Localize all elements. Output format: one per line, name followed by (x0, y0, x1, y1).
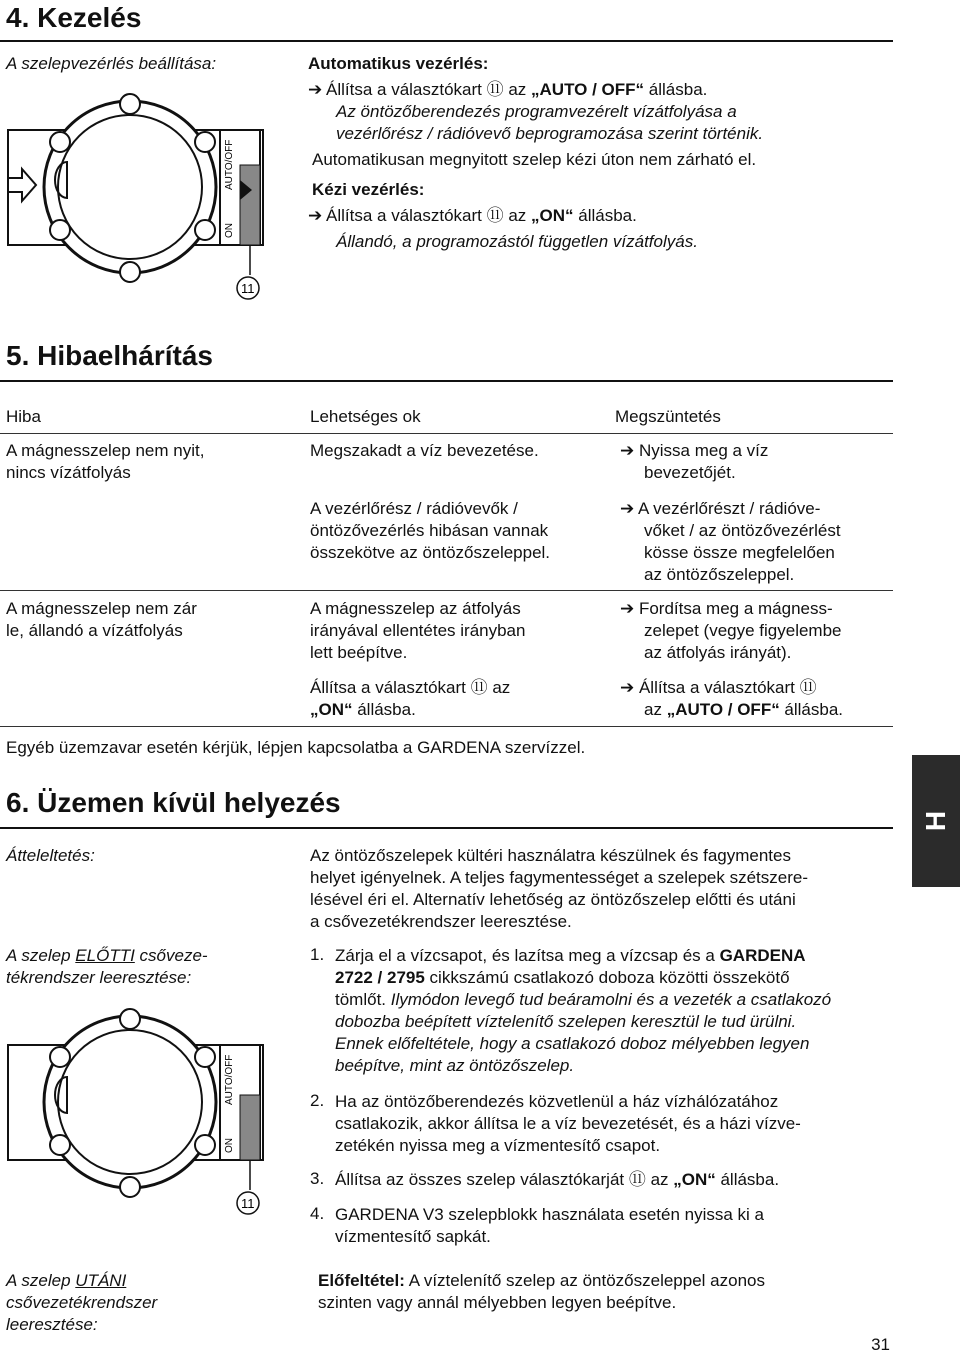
page-number: 31 (871, 1335, 890, 1354)
arrow-icon: ➔ (620, 599, 639, 618)
table-rule (0, 590, 893, 591)
svg-text:AUTO/OFF: AUTO/OFF (224, 1054, 235, 1105)
manual-heading: Kézi vezérlés: (312, 180, 425, 199)
section-4-title: 4. Kezelés (6, 2, 142, 33)
precondition: Előfeltétel: A víztelenítő szelep az öntözőszeleppel azonos szinten vagy annál mélyebben legyen beépítve. (318, 1271, 765, 1312)
label-before: A szelep ELŐTTI csőveze- tékrendszer leeresztése: (6, 946, 208, 987)
s5-footer: Egyéb üzemzavar esetén kérjük, lépjen kapcsolatba a GARDENA szervízzel. (6, 738, 586, 757)
step-1: Zárja el a vízcsapot, és lazítsa meg a vízcsap és a GARDENA 2722 / 2795 cikkszámú csatlakozó doboza közötti összekötő tömlőt. Ilymódon levegő tud beáramolni és a vezeték a csatlakozó dobozba beépített víztelenítő szelepen keresztül le tud ürülni. Ennek előfeltétele, hogy a csatlakozó doboz mélyebben legyen beépítve, mint az öntözőszelep. (335, 946, 832, 1075)
section-5-title: 5. Hibaelhárítás (6, 340, 213, 371)
auto-note-1: Az öntözőberendezés programvezérelt vízátfolyása a (336, 102, 737, 121)
svg-text:11: 11 (241, 281, 255, 296)
valve-diagram-icon (0, 1005, 290, 1220)
s4-content (308, 53, 868, 253)
fix-cell: ➔ A vezérlőrészt / rádióve- vőket / az öntözővezérlést kösse össze megfelelően az öntözőszeleppel. (620, 499, 841, 584)
table-rule (0, 433, 893, 434)
arrow-icon: ➔ (620, 499, 639, 518)
table-row: A mágnesszelep nem nyit, nincs vízátfolyás (6, 441, 205, 482)
section-rule (0, 827, 893, 829)
arrow-icon: ➔ (308, 206, 323, 225)
fix-cell: ➔ Állítsa a választókart ⑪ az „AUTO / OFF“ állásba. (620, 678, 844, 719)
arrow-icon: ➔ (620, 441, 639, 460)
table-row: A mágnesszelep nem zár le, állandó a vízátfolyás (6, 599, 197, 640)
auto-note-3: Automatikusan megnyitott szelep kézi úton nem zárható el. (312, 150, 757, 169)
cause-cell: A mágnesszelep az átfolyás irányával ellentétes irányban lett beépítve. (310, 599, 526, 662)
step-number: 2. (310, 1091, 325, 1110)
step-number: 1. (310, 945, 325, 964)
auto-heading: Automatikus vezérlés: (308, 54, 489, 73)
step-3: Állítsa az összes szelep választókarját ⑪ az „ON“ állásba. (335, 1170, 780, 1189)
col-header-ok: Lehetséges ok (310, 407, 421, 426)
step-number: 4. (310, 1204, 325, 1223)
auto-note-2: vezérlőrész / rádióvevő beprogramozása szerint történik. (336, 124, 764, 143)
label-after: A szelep UTÁNI csővezetékrendszer leeresztése: (6, 1271, 158, 1334)
winter-text: Az öntözőszelepek kültéri használatra készülnek és fagymentes helyet igényelnek. A teljes fagymentességet a szelepek szétszere- lésével éri el. Alternatív lehetőség az öntözőszelep előtti és utáni a csővezetékrendszer leeresztése. (310, 846, 809, 931)
step-4: GARDENA V3 szelepblokk használata esetén nyissa ki a vízmentesítő sapkát. (335, 1205, 765, 1246)
section-rule (0, 40, 893, 42)
valve-diagram-icon (0, 90, 290, 305)
fix-cell: ➔ Fordítsa meg a mágness- zelepet (vegye figyelembe az átfolyás irányát). (620, 599, 842, 662)
section-6-title: 6. Üzemen kívül helyezés (6, 787, 341, 818)
step-number: 3. (310, 1169, 325, 1188)
cause-cell: Állítsa a választókart ⑪ az „ON“ állásba. (310, 678, 511, 719)
arrow-icon: ➔ (308, 80, 323, 99)
s4-left-label: A szelepvezérlés beállítása: (6, 54, 217, 73)
svg-text:11: 11 (241, 1196, 255, 1211)
label-winter: Átteleltetés: (6, 846, 95, 865)
col-header-fix: Megszüntetés (615, 407, 721, 426)
arrow-icon: ➔ (620, 678, 639, 697)
cause-cell: A vezérlőrész / rádióvevők / öntözővezérlés hibásan vannak összekötve az öntözőszeleppel. (310, 499, 551, 562)
svg-text:ON: ON (224, 223, 235, 238)
manual-note: Állandó, a programozástól független vízátfolyás. (336, 232, 698, 251)
side-tab: H (912, 755, 960, 887)
fix-cell: ➔ Nyissa meg a víz bevezetőjét. (620, 441, 769, 482)
auto-step: ➔ Állítsa a választókart ⑪ az „AUTO / OFF“ állásba. (308, 80, 708, 99)
cause-cell: Megszakadt a víz bevezetése. (310, 441, 539, 460)
step-2: Ha az öntözőberendezés közvetlenül a ház vízhálózatához csatlakozik, akkor állítsa le a víz bevezetését, és a házi vízve- zetékén nyissa meg a vízmentesítő csapot. (335, 1092, 801, 1155)
section-rule (0, 380, 893, 382)
table-rule (0, 726, 893, 727)
svg-text:ON: ON (224, 1138, 235, 1153)
col-header-hiba: Hiba (6, 407, 41, 426)
svg-text:AUTO/OFF: AUTO/OFF (224, 139, 235, 190)
manual-step: ➔ Állítsa a választókart ⑪ az „ON“ állásba. (308, 206, 637, 225)
